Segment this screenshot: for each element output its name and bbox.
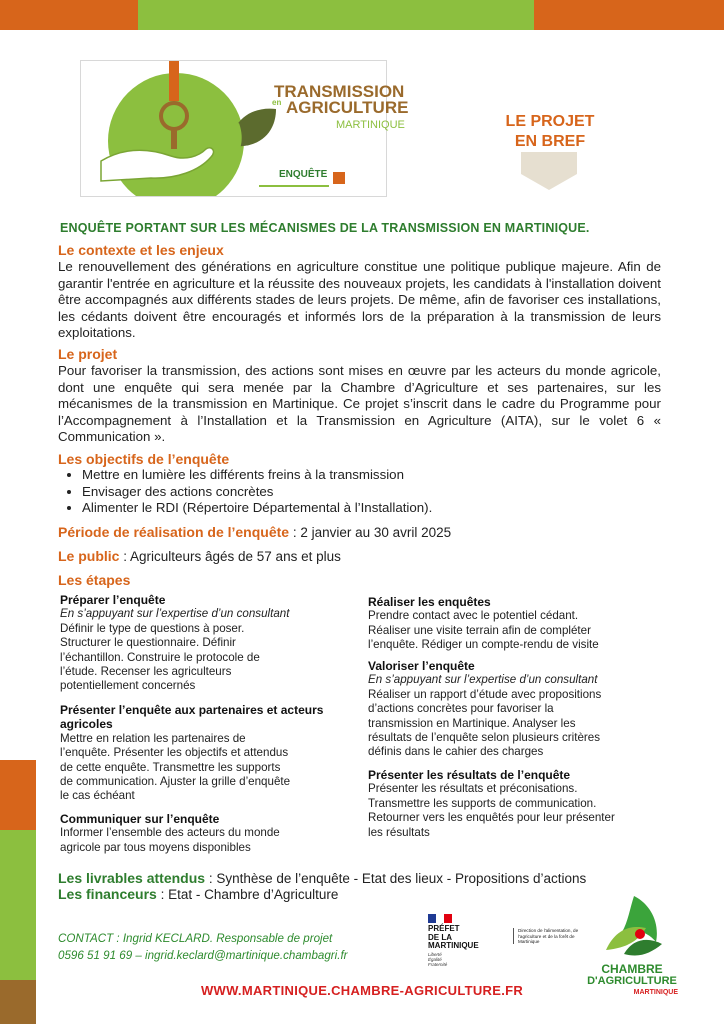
step-title: Préparer l’enquête: [60, 593, 166, 607]
step-line: Présenter les résultats et préconisations.: [368, 782, 578, 796]
contexte-heading: Le contexte et les enjeux: [58, 242, 224, 258]
contact-line2: 0596 51 91 69 – ingrid.keclard@martinique.chambagri.fr: [58, 949, 348, 962]
public-value: Agriculteurs âgés de 57 ans et plus: [129, 549, 341, 564]
step-line: transmission en Martinique. Analyser les: [368, 716, 576, 730]
logo-tag: ENQUÊTE: [279, 169, 328, 180]
side-bar-orange: [0, 760, 36, 830]
step-valoriser: [368, 659, 668, 760]
financeurs-label: Les financeurs: [58, 886, 157, 902]
projet-text: Pour favoriser la transmission, des actions sont mises en œuvre par les acteurs du monde agricole, dont une enquête qui sera menée par la Chambre d’Agriculture et ses partenaires, sur les mécanismes de la transmission en Martinique. Ce projet s’inscrit dans le cadre du Programme pour l’Accompagnement à l’Installation et la Transmission en Agriculture (AITA), sur le volet 6 « Communication ».: [58, 363, 661, 444]
financeurs-sep: :: [156, 887, 169, 902]
step-line: Réaliser un rapport d’étude avec propositions: [368, 687, 602, 701]
step-line: agricole par tous moyens disponibles: [60, 840, 251, 854]
objectifs-list: [60, 467, 432, 517]
chambre-l2: D'AGRICULTURE: [587, 975, 677, 987]
logo-title-line1: TRANSMISSION: [274, 82, 405, 101]
prefet-motto1: Liberté: [428, 952, 442, 957]
step-preparer: [60, 593, 350, 694]
project-logo: [80, 60, 409, 197]
step-title: Réaliser les enquêtes: [368, 595, 491, 609]
logo-title-line3: MARTINIQUE: [336, 119, 405, 131]
step-communiquer: [60, 812, 350, 855]
prefet-divider: [513, 928, 514, 944]
step-line: Prendre contact avec le potentiel cédant.: [368, 609, 579, 623]
prefet-logo: [426, 914, 506, 972]
website-link[interactable]: WWW.MARTINIQUE.CHAMBRE-AGRICULTURE.FR: [200, 983, 524, 998]
step-line: Transmettre les supports de communication.: [368, 796, 597, 810]
step-line: de cette enquête. Transmettre les supports: [60, 760, 281, 774]
daaf-text: Direction de l'alimentation, de l'agriculture et de la forêt de Martinique: [518, 928, 579, 944]
step-line: résultats de l’enquête selon plusieurs critères: [368, 731, 600, 745]
step-line: Définir le type de questions à poser.: [60, 621, 245, 635]
objectifs-heading: Les objectifs de l’enquête: [58, 451, 230, 467]
step-title: Présenter les résultats de l’enquête: [368, 768, 571, 782]
step-line: potentiellement concernés: [60, 679, 196, 693]
step-italic: En s’appuyant sur l’expertise d’un consultant: [368, 673, 598, 687]
step-title: Communiquer sur l’enquête: [60, 812, 220, 826]
step-title: Présenter l’enquête aux partenaires et acteurs agricoles: [60, 703, 324, 732]
step-line: le cas échéant: [60, 789, 135, 803]
projet-bref-line1: LE PROJET: [505, 113, 595, 130]
etapes-heading: Les étapes: [58, 572, 131, 588]
step-line: Informer l’ensemble des acteurs du monde: [60, 826, 280, 840]
step-presenter-partenaires: [60, 703, 340, 804]
periode-sep: :: [289, 525, 301, 540]
step-line: Mettre en relation les partenaires de: [60, 731, 246, 745]
financeurs-value: Etat - Chambre d’Agriculture: [168, 887, 339, 902]
list-item: • Envisager des actions concrètes: [82, 484, 432, 501]
step-line: l’enquête. Rédiger un compte-rendu de visite: [368, 638, 599, 652]
step-line: d’actions concrètes pour favoriser la: [368, 702, 554, 716]
public-label: Le public: [58, 548, 120, 564]
financeurs-line: [58, 886, 338, 902]
french-flag-icon: [428, 914, 452, 923]
step-realiser: [368, 595, 668, 653]
step-line: Structurer le questionnaire. Définir: [60, 636, 236, 650]
livrables-label: Les livrables attendus: [58, 870, 206, 886]
chambre-l3: MARTINIQUE: [633, 989, 678, 996]
contact-block: [58, 930, 348, 964]
livrables-value: Synthèse de l’enquête - Etat des lieux - Propositions d’actions: [216, 871, 587, 886]
prefet-motto2: Égalité: [428, 957, 442, 962]
step-line: l’échantillon. Construire le protocole de: [60, 650, 260, 664]
prefet-motto3: Fraternité: [428, 962, 448, 967]
prefet-l2: DE LA: [428, 932, 452, 942]
chambre-agriculture-logo-icon: [600, 894, 668, 964]
step-title: Valoriser l’enquête: [368, 659, 475, 673]
side-bar-green: [0, 830, 36, 980]
step-presenter-resultats: [368, 768, 673, 840]
step-italic: En s’appuyant sur l’expertise d’un consultant: [60, 607, 290, 621]
step-line: définis dans le cahier des charges: [368, 745, 544, 759]
step-line: l’enquête. Présenter les objectifs et attendus: [60, 746, 289, 760]
periode-value: 2 janvier au 30 avril 2025: [300, 525, 452, 540]
prefet-l3: MARTINIQUE: [428, 941, 479, 950]
livrables-line: [58, 870, 586, 886]
logo-title-line2: AGRICULTURE: [286, 98, 409, 117]
list-item: • Mettre en lumière les différents freins à la transmission: [82, 467, 432, 484]
livrables-sep: :: [205, 871, 217, 886]
step-line: de communication. Ajuster la grille d’enquête: [60, 775, 291, 789]
main-title: ENQUÊTE PORTANT SUR LES MÉCANISMES DE LA TRANSMISSION EN MARTINIQUE.: [60, 221, 590, 235]
contexte-text: Le renouvellement des générations en agriculture constitue une politique publique majeure. Afin de garantir l'entrée en agriculture et la réussite des nouveaux projets, les candidats à l'installation doivent être accompagnés aux différents stades de leurs projets. De même, afin de favoriser ces installations, les cédants doivent être encouragés et informés lors de la préparation à la transmission de leurs exploitations.: [58, 259, 661, 340]
contact-line1: CONTACT : Ingrid KECLARD. Responsable de projet: [58, 932, 333, 945]
periode-label: Période de réalisation de l’enquête: [58, 524, 290, 540]
list-item: • Alimenter le RDI (Répertoire Départemental à l’Installation).: [82, 500, 432, 517]
projet-heading: Le projet: [58, 346, 118, 362]
logo-title-en: en: [272, 98, 282, 107]
projet-bref-label: [500, 112, 600, 152]
step-line: l’étude. Recenser les agriculteurs: [60, 665, 232, 679]
step-line: Réaliser une visite terrain afin de compléter: [368, 623, 591, 637]
chambre-l1: CHAMBRE: [601, 962, 663, 976]
public-line: [58, 548, 341, 564]
top-color-bar: [0, 0, 724, 30]
projet-bref-line2: EN BREF: [514, 133, 586, 150]
step-line: les résultats: [368, 825, 430, 839]
periode-line: [58, 524, 451, 540]
arrow-down-icon: [521, 152, 577, 192]
prefet-l1: PRÉFET: [428, 924, 460, 933]
step-line: Retourner vers les enquêtés pour leur présenter: [368, 811, 615, 825]
public-sep: :: [119, 549, 130, 564]
